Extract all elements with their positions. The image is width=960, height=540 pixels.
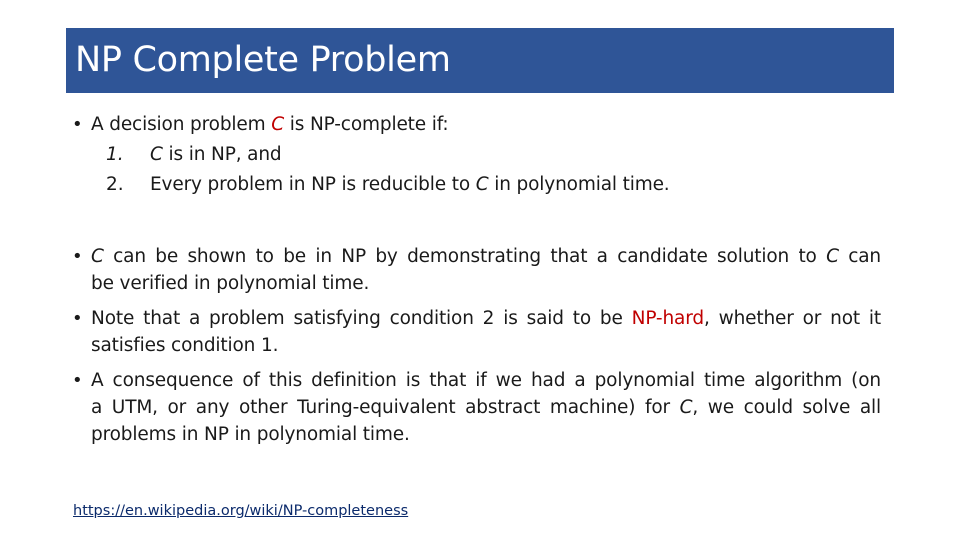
- bullet-marker: •: [72, 370, 83, 391]
- bullet-marker: •: [72, 308, 83, 329]
- title-bar: [66, 28, 894, 93]
- list-number-1: 1.: [106, 144, 124, 165]
- text-segment: in polynomial time.: [488, 174, 670, 195]
- bullet-2-line-1: [91, 245, 881, 269]
- text-segment: Every problem in NP is reducible to: [150, 174, 476, 195]
- np-hard-term: NP-hard: [631, 308, 704, 329]
- bullet-4-line-3: problems in NP in polynomial time.: [91, 424, 410, 445]
- list-item-2: [150, 173, 670, 197]
- text-segment: , we could solve all: [692, 397, 882, 418]
- text-segment: can be shown to be in NP by demonstrating that a candidate solution to: [103, 246, 827, 267]
- variable-c: C: [679, 397, 693, 418]
- variable-c: C: [826, 246, 839, 267]
- list-number-2: 2.: [106, 174, 124, 195]
- text-segment: is in NP, and: [162, 144, 282, 165]
- bullet-4-line-2: [91, 396, 881, 420]
- text-segment: can: [838, 246, 881, 267]
- bullet-2-line-2: be verified in polynomial time.: [91, 273, 370, 294]
- variable-c: C: [91, 246, 104, 267]
- bullet-1-text: [91, 113, 449, 137]
- bullet-3-line-1: [91, 307, 881, 331]
- variable-c: C: [271, 114, 285, 135]
- bullet-marker: •: [72, 246, 83, 267]
- variable-c: C: [475, 174, 489, 195]
- text-segment: Note that a problem satisfying condition 2 is said to be: [91, 308, 632, 329]
- bullet-4-line-1: A consequence of this definition is that if we had a polynomial time algorithm (on: [91, 370, 881, 391]
- variable-c: C: [150, 144, 163, 165]
- reference-link[interactable]: https://en.wikipedia.org/wiki/NP-completeness: [73, 503, 409, 519]
- text-segment: is NP-complete if:: [284, 114, 449, 135]
- list-item-1: [150, 143, 282, 167]
- text-segment: , whether or not it: [703, 308, 882, 329]
- slide-title: NP Complete Problem: [75, 40, 451, 80]
- bullet-3-line-2: satisfies condition 1.: [91, 335, 279, 356]
- bullet-marker: •: [72, 114, 83, 135]
- text-segment: A decision problem: [91, 114, 272, 135]
- text-segment: a UTM, or any other Turing-equivalent abstract machine) for: [91, 397, 680, 418]
